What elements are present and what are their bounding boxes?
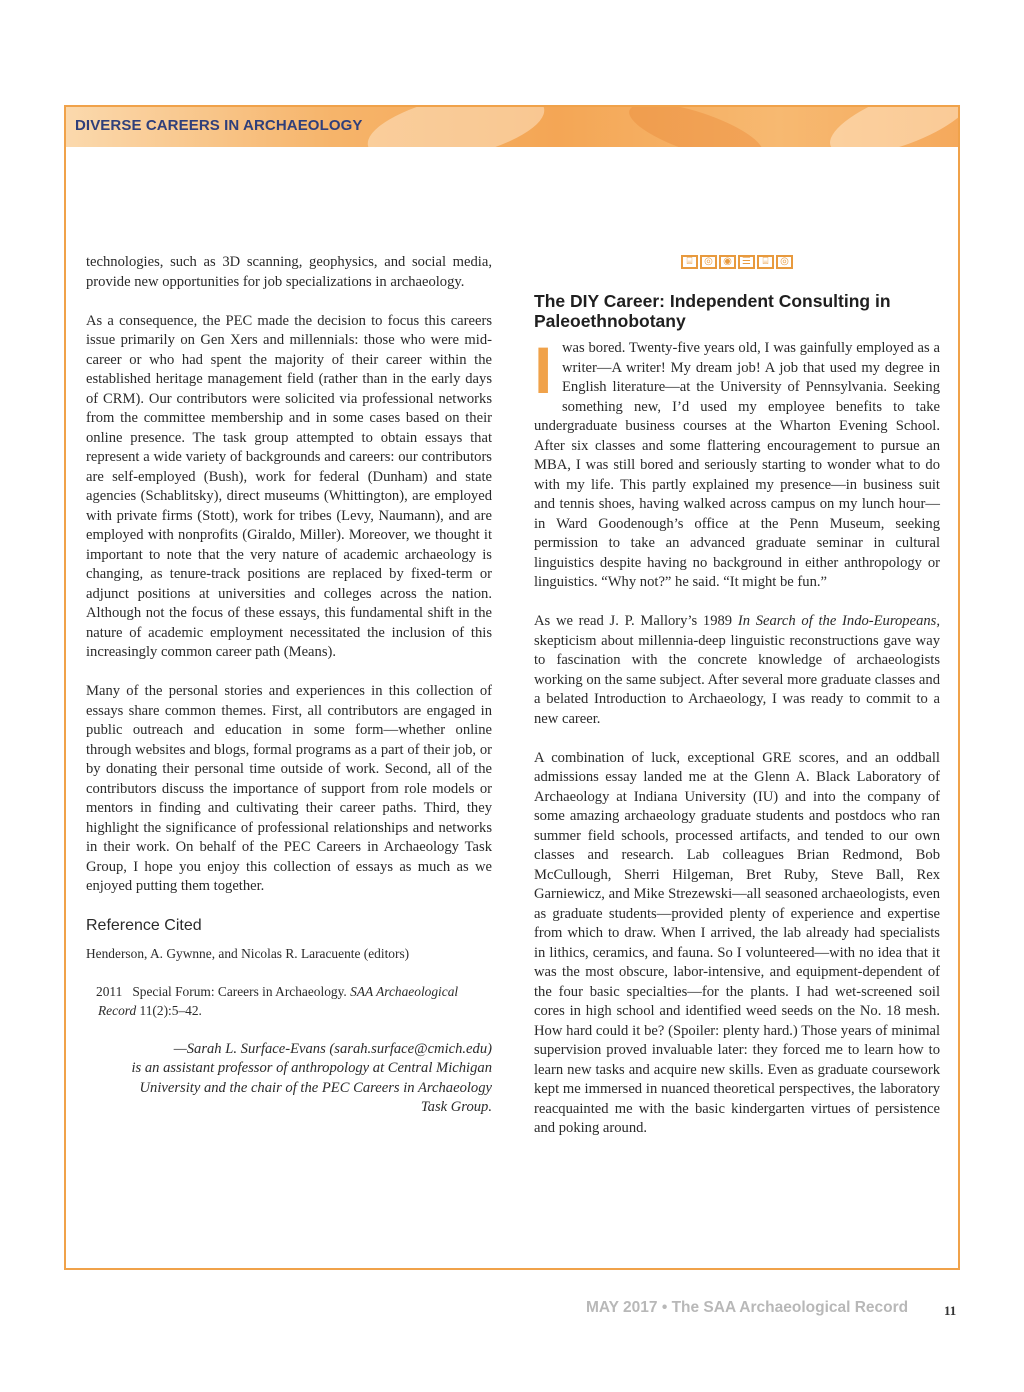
reference-title: Special Forum: Careers in Archaeology. — [132, 984, 347, 999]
left-paragraph-3: Many of the personal stories and experiences in this collection of essays share common themes. First, all contributors are engaged in public outreach and education in some form—whether online through websites and blogs, formal programs as a part of their job, or by donating their personal time outside of work. Second, all of the contributors discuss the importance of support from role models or mentors in finding and cultivating their career paths. Third, they highlight the significance of professional relationships and networks in their work. On behalf of the PEC Careers in Archaeology Task Group, I hope you enjoy this collection of essays as much as we enjoyed putting them together. — [86, 683, 492, 894]
reference-volume: 11(2):5–42. — [139, 1003, 202, 1018]
author-signature — [86, 1040, 492, 1118]
reference-heading: Reference Cited — [86, 917, 202, 934]
signature-line: Task Group. — [420, 1099, 492, 1115]
right-paragraph-1 — [534, 333, 940, 593]
footer-issue: MAY 2017 • The SAA Archaeological Record — [586, 1299, 909, 1316]
reference-year: 2011 — [96, 984, 123, 999]
signature-line: University and the chair of the PEC Careers in Archaeology — [139, 1079, 492, 1096]
right-column — [534, 253, 940, 1158]
left-paragraph-2: As a consequence, the PEC made the decision to focus this careers issue primarily on Gen Xers and millennials: those who were mid-career or who had spent the majority of their career within the established heritage management field (rather than in the early days of CRM). Our contributors were solicited via professional networks from the committee membership and in some cases based on their online presence. The task group attempted to obtain essays that represent a wide variety of backgrounds and careers: our contributors are self-employed (Bush), work for federal (Dunham) and state agencies (Schablitsky), direct museums (Whittington), are employed with private firms (Stott), work for tribes (Levy, Naumann), and are employed with nonprofits (Giraldo, Miller). Moreover, we thought it important to note that the very nature of academic archaeology is changing, as tenure-track positions are replaced by fixed-term or adjunct positions at universities and colleges across the nation. Although not the focus of these essays, this fundamental shift in the nature of academic employment necessitated the inclusion of this increasingly common career path (Means). — [86, 312, 492, 660]
ornament-glyph-icon: ⌸ — [757, 255, 774, 269]
paragraph-text: skepticism about millennia-deep linguistic reconstructions gave way to fascination with the concrete knowledge of archaeologists working on the same subject. After several more graduate classes and a belated Introduction to Archaeology, I was ready to commit to a new career. — [534, 632, 940, 727]
ornament-glyph-icon: ◎ — [700, 255, 717, 269]
right-paragraph-3: A combination of luck, exceptional GRE scores, and an oddball admissions essay landed me at the Glenn A. Black Laboratory of Archaeology at Indiana University (IU) and into the company of some amazing archaeology graduate students and postdocs who ran summer field schools, processed artifacts, and tended to our own classes and research. Lab colleagues Brian Redmond, Bob McCullough, Sherri Hilgeman, Bret Ruby, Steve Ball, Rex Garniewicz, and Mike Strezewski—all seasoned archaeologists, even as graduate students—provided plenty of experience and expertise from which to draw. When I arrived, the lab already had specialists in lithics, ceramics, and fauna. So I volunteered—with no idea that it was the most obscure, labor-intensive, and equipment-dependent of the four basic specialties—for the plants. I had wet-screened soil cores in high school and identified weed seeds on the No. 18 mesh. How hard could it be? (Spoiler: plenty hard.) Those years of minimal supervision proved invaluable later: they forced me to learn how to learn new tasks and acquire new skills. Even as graduate coursework kept me immersed in nuanced theoretical perspectives, the laboratory reacquainted me with the basic kindergarten virtues of persistence and poking around. — [534, 749, 940, 1136]
reference-entry — [86, 982, 492, 1020]
ornament-glyph-icon: ◉ — [719, 255, 736, 269]
right-paragraph-2 — [534, 612, 940, 729]
signature-line: —Sarah L. Surface-Evans (sarah.surface@cmich.edu) — [173, 1040, 492, 1057]
section-banner — [66, 107, 958, 147]
page-number: 11 — [944, 1303, 957, 1318]
left-column — [86, 253, 492, 1118]
ornament-glyph-icon: ☰ — [738, 255, 755, 269]
signature-line: is an assistant professor of anthropology at Central Michigan — [131, 1060, 492, 1076]
reference-author: Henderson, A. Gywnne, and Nicolas R. Laracuente (editors) — [86, 945, 410, 961]
paragraph-text: As we read J. P. Mallory’s 1989 — [534, 613, 738, 629]
drop-cap: I — [534, 333, 553, 407]
right-paragraph-1-text: was bored. Twenty-five years old, I was gainfully employed as a writer—A writer! My dream job! A job that used my degree in English literature—at the University of Pennsylvania. Seeking something new, I’d used my employee benefits to take undergraduate business courses at the Wharton Evening School. After six classes and some flattering encouragement to pursue an MBA, I was still bored and seriously starting to wonder what to do with my life. This partly explained my presence—in business suit and tennis shoes, having walked across campus on my lunch hour—in Ward Goodenough’s office at the Penn Museum, seeking permission to take an advanced graduate seminar in cultural linguistics despite having no background in either anthropology or linguistics. “Why not?” he said. “It might be fun.” — [534, 340, 940, 590]
decorative-ornament — [534, 255, 940, 269]
article-title: The DIY Career: Independent Consulting in Paleoethnobotany — [534, 291, 891, 331]
reference-journal: SAA Archaeological Record — [98, 984, 459, 1018]
left-paragraph-1: technologies, such as 3D scanning, geophysics, and social media, provide new opportunities for job specializations in archaeology. — [86, 254, 492, 290]
section-title: DIVERSE CAREERS IN ARCHAEOLOGY — [75, 117, 363, 134]
ornament-glyph-icon: ◎ — [776, 255, 793, 269]
book-title: In Search of the Indo-Europeans, — [737, 613, 940, 629]
ornament-glyph-icon: ⌸ — [681, 255, 698, 269]
